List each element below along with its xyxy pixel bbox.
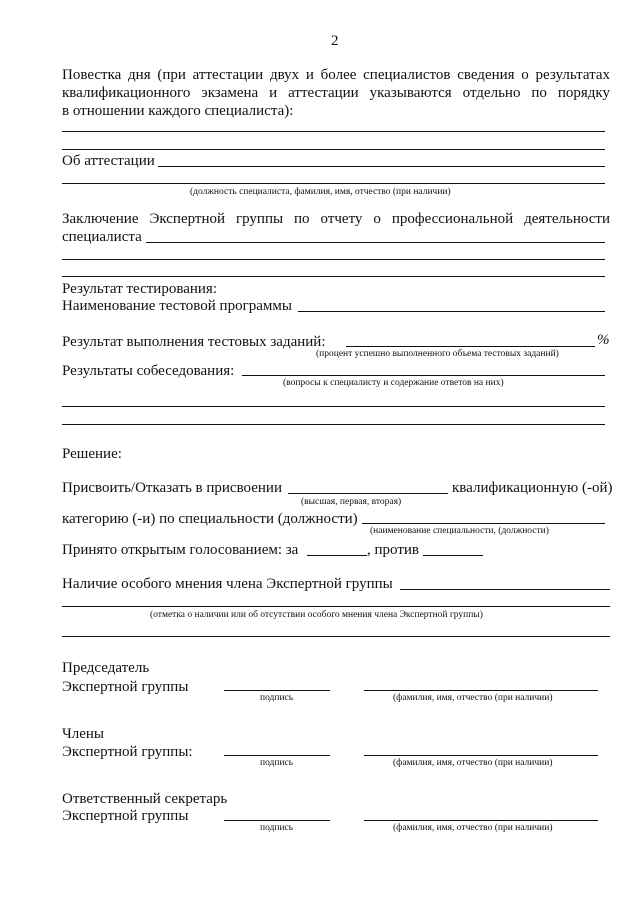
attestation-field[interactable] [158, 166, 605, 167]
opinion-field-line-2[interactable] [62, 606, 610, 607]
test-program-field[interactable] [298, 311, 605, 312]
assign-suffix: квалификационную (-ой) [452, 480, 613, 496]
interview-label: Результаты собеседования: [62, 363, 235, 379]
secretary-group: Экспертной группы [62, 808, 189, 824]
test-program-label: Наименование тестовой программы [62, 298, 292, 314]
assign-label: Присвоить/Отказать в присвоении [62, 480, 282, 496]
testing-title: Результат тестирования: [62, 281, 217, 297]
specialty-hint: (наименование специальности, (должности) [370, 526, 549, 536]
test-tasks-hint: (процент успешно выполненного объема тестовых заданий) [316, 349, 559, 359]
attestation-field-line-2[interactable] [62, 183, 605, 184]
vote-label: Принято открытым голосованием: за [62, 542, 299, 558]
secretary-title: Ответственный секретарь [62, 791, 228, 807]
members-title: Члены [62, 726, 104, 742]
chairman-name-field[interactable] [364, 690, 598, 691]
conclusion-field[interactable] [146, 242, 605, 243]
opinion-hint: (отметка о наличии или об отсутствии особого мнения члена Экспертной группы) [150, 610, 483, 620]
category-hint: (высшая, первая, вторая) [301, 497, 402, 507]
conclusion-line-2: специалиста [62, 229, 142, 245]
secretary-signature-field[interactable] [224, 820, 330, 821]
vote-against-label: , против [367, 542, 419, 558]
chairman-group: Экспертной группы [62, 679, 189, 695]
conclusion-blank-line-2[interactable] [62, 276, 605, 277]
chairman-signature-field[interactable] [224, 690, 330, 691]
agenda-line-3: в отношении каждого специалиста): [62, 103, 294, 119]
opinion-field[interactable] [400, 589, 610, 590]
vote-for-field[interactable] [307, 555, 367, 556]
conclusion-line-1: Заключение Экспертной группы по отчету о профессиональной деятельности [62, 211, 610, 227]
interview-blank-line-1[interactable] [62, 406, 605, 407]
secretary-signature-hint: подпись [260, 823, 294, 833]
agenda-line-2: квалификационного экзамена и аттестации указываются отдельно по порядку [62, 85, 610, 101]
secretary-name-field[interactable] [364, 820, 598, 821]
test-tasks-field[interactable] [346, 346, 595, 347]
agenda-blank-line-2[interactable] [62, 149, 605, 150]
attestation-label: Об аттестации [62, 153, 155, 169]
opinion-label: Наличие особого мнения члена Экспертной группы [62, 576, 393, 592]
specialty-field[interactable] [362, 523, 605, 524]
test-tasks-label: Результат выполнения тестовых заданий: [62, 334, 326, 350]
interview-hint: (вопросы к специалисту и содержание ответов на них) [283, 378, 504, 388]
members-group: Экспертной группы: [62, 744, 193, 760]
agenda-blank-line-1[interactable] [62, 131, 605, 132]
chairman-title: Председатель [62, 660, 150, 676]
chairman-name-hint: (фамилия, имя, отчество (при наличии) [393, 693, 553, 703]
chairman-signature-hint: подпись [260, 693, 294, 703]
conclusion-blank-line-1[interactable] [62, 259, 605, 260]
page-number: 2 [331, 33, 339, 49]
members-name-field[interactable] [364, 755, 598, 756]
specialty-label: категорию (-и) по специальности (должности) [62, 511, 358, 527]
category-field[interactable] [288, 493, 448, 494]
percent-sign: % [597, 332, 610, 348]
members-signature-hint: подпись [260, 758, 294, 768]
opinion-blank-line[interactable] [62, 636, 610, 637]
decision-title: Решение: [62, 446, 122, 462]
secretary-name-hint: (фамилия, имя, отчество (при наличии) [393, 823, 553, 833]
attestation-hint: (должность специалиста, фамилия, имя, отчество (при наличии) [190, 187, 451, 197]
vote-against-field[interactable] [423, 555, 483, 556]
members-signature-field[interactable] [224, 755, 330, 756]
members-name-hint: (фамилия, имя, отчество (при наличии) [393, 758, 553, 768]
agenda-line-1: Повестка дня (при аттестации двух и более специалистов сведения о результатах [62, 67, 610, 83]
interview-field[interactable] [242, 375, 605, 376]
interview-blank-line-2[interactable] [62, 424, 605, 425]
